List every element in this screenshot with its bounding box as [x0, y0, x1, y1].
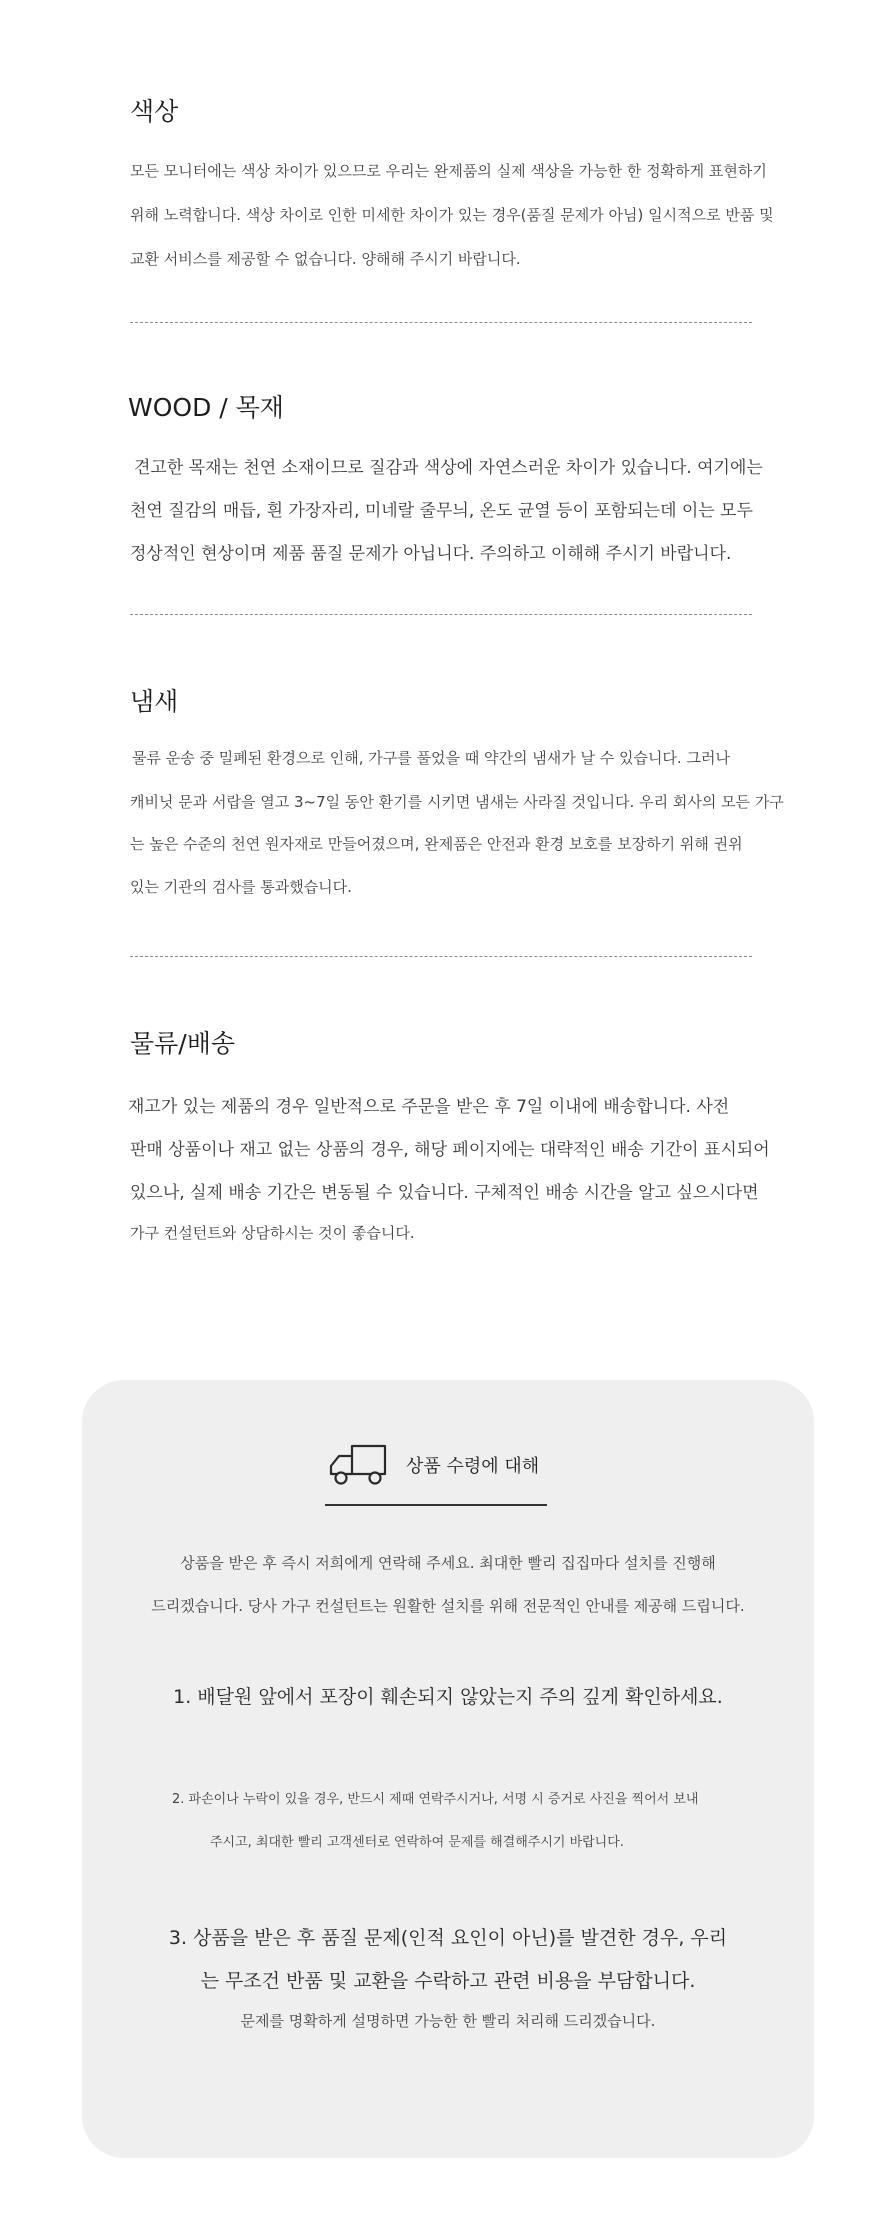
shipping-text-line: 판매 상품이나 재고 없는 상품의 경우, 해당 페이지에는 대략적인 배송 기간이 표시되어	[130, 1140, 770, 1160]
smell-text-line: 물류 운송 중 밀폐된 환경으로 인해, 가구를 풀었을 때 약간의 냄새가 날 수 있습니다. 그러나	[132, 749, 730, 767]
receipt-item-3-line: 3. 상품을 받은 후 품질 문제(인적 요인이 아닌)를 발견한 경우, 우리	[168, 1927, 728, 1949]
color-text-line: 교환 서비스를 제공할 수 없습니다. 양해해 주시기 바랍니다.	[130, 250, 521, 268]
shipping-text-line: 있으나, 실제 배송 기간은 변동될 수 있습니다. 구체적인 배송 시간을 알고 싶으시다면	[130, 1183, 759, 1203]
receipt-intro-line: 상품을 받은 후 즉시 저희에게 연락해 주세요. 최대한 빨리 집집마다 설치를 진행해	[180, 1554, 716, 1572]
wood-text-line: 정상적인 현상이며 제품 품질 문제가 아닙니다. 주의하고 이해해 주시기 바랍니다.	[130, 544, 732, 564]
section-title-shipping: 물류/배송	[130, 1029, 236, 1058]
dashed-divider	[130, 956, 752, 957]
smell-text-line: 캐비닛 문과 서랍을 열고 3~7일 동안 환기를 시키면 냄새는 사라질 것입니다. 우리 회사의 모든 가구	[130, 793, 784, 811]
title-underline	[325, 1504, 547, 1506]
dashed-divider	[130, 614, 752, 615]
receipt-item-2-line: 2. 파손이나 누락이 있을 경우, 반드시 제때 연락주시거나, 서명 시 증거로 사진을 찍어서 보내	[172, 1792, 699, 1807]
receipt-item-2-line: 주시고, 최대한 빨리 고객센터로 연락하여 문제를 해결해주시기 바랍니다.	[210, 1835, 624, 1850]
wood-text-line: 천연 질감의 매듭, 흰 가장자리, 미네랄 줄무늬, 온도 균열 등이 포함되는데 이는 모두	[130, 501, 753, 521]
shipping-text-line: 재고가 있는 제품의 경우 일반적으로 주문을 받은 후 7일 이내에 배송합니다. 사전	[128, 1097, 730, 1117]
dashed-divider	[130, 322, 752, 323]
smell-text-line: 는 높은 수준의 천연 원자재로 만들어졌으며, 완제품은 안전과 환경 보호를 보장하기 위해 권위	[130, 835, 743, 853]
receipt-info-card	[82, 1380, 814, 2158]
section-title-smell: 냄새	[130, 687, 179, 716]
receipt-intro-line: 드리겠습니다. 당사 가구 컨설턴트는 원활한 설치를 위해 전문적인 안내를 제공해 드립니다.	[151, 1597, 745, 1615]
color-text-line: 모든 모니터에는 색상 차이가 있으므로 우리는 완제품의 실제 색상을 가능한 한 정확하게 표현하기	[130, 162, 767, 180]
shipping-text-line: 가구 컨설턴트와 상담하시는 것이 좋습니다.	[130, 1224, 415, 1242]
receipt-item-3-line: 는 무조건 반품 및 교환을 수락하고 관련 비용을 부담합니다.	[200, 1970, 696, 1992]
section-title-wood: WOOD / 목재	[128, 393, 284, 422]
smell-text-line: 있는 기관의 검사를 통과했습니다.	[130, 878, 352, 896]
section-title-color: 색상	[130, 97, 179, 126]
wood-text-line: 견고한 목재는 천연 소재이므로 질감과 색상에 자연스러운 차이가 있습니다. 여기에는	[134, 458, 763, 478]
receipt-title: 상품 수령에 대해	[406, 1456, 540, 1477]
receipt-item-1: 1. 배달원 앞에서 포장이 훼손되지 않았는지 주의 깊게 확인하세요.	[173, 1686, 723, 1708]
receipt-item-3-line: 문제를 명확하게 설명하면 가능한 한 빨리 처리해 드리겠습니다.	[240, 2012, 656, 2030]
color-text-line: 위해 노력합니다. 색상 차이로 인한 미세한 차이가 있는 경우(품질 문제가 아님) 일시적으로 반품 및	[130, 206, 774, 224]
truck-icon	[327, 1442, 389, 1488]
